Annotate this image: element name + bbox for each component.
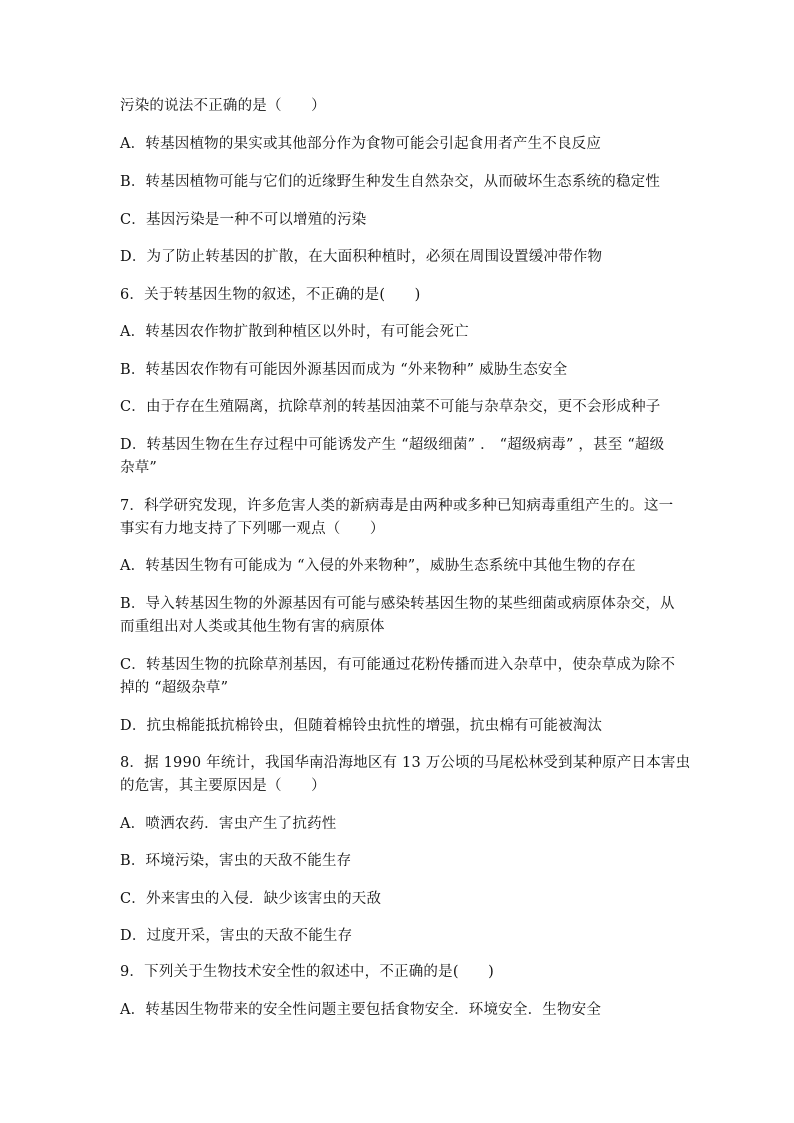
question-7-option-b: B．导入转基因生物的外源基因有可能与感染转基因生物的某些细菌或病原体杂交，从 <box>120 596 675 612</box>
question-8-option-b: B．环境污染，害虫的天敌不能生存 <box>120 853 352 869</box>
question-8-option-d: D．过度开采，害虫的天敌不能生存 <box>120 928 353 944</box>
question-5-stem-continuation: 污染的说法不正确的是（ ） <box>120 98 326 114</box>
question-6-stem: 6．关于转基因生物的叙述，不正确的是( ) <box>120 287 421 303</box>
question-7-option-b-continuation: 而重组出对人类或其他生物有害的病原体 <box>120 619 385 635</box>
question-9-stem: 9．下列关于生物技术安全性的叙述中，不正确的是( ) <box>120 964 494 980</box>
question-5-option-a: A．转基因植物的果实或其他部分作为食物可能会引起食用者产生不良反应 <box>120 136 602 152</box>
question-8-option-a: A．喷洒农药．害虫产生了抗药性 <box>120 816 337 832</box>
question-5-option-b: B．转基因植物可能与它们的近缘野生种发生自然杂交，从而破坏生态系统的稳定性 <box>120 174 661 190</box>
question-8-option-c: C．外来害虫的入侵．缺少该害虫的天敌 <box>120 891 382 907</box>
question-7-option-c-continuation: 掉的 “超级杂草” <box>120 680 229 696</box>
question-5-option-c: C．基因污染是一种不可以增殖的污染 <box>120 212 367 228</box>
question-9-option-a: A．转基因生物带来的安全性问题主要包括食物安全．环境安全．生物安全 <box>120 1002 602 1018</box>
question-6-option-b: B．转基因农作物有可能因外源基因而成为 “外来物种” 威胁生态安全 <box>120 362 568 378</box>
question-7-stem-continuation: 事实有力地支持了下列哪一观点（ ） <box>120 521 385 537</box>
question-8-stem: 8．据 1990 年统计，我国华南沿海地区有 13 万公顷的马尾松林受到某种原产日本害虫 <box>120 755 691 771</box>
question-6-option-c: C．由于存在生殖隔离，抗除草剂的转基因油菜不可能与杂草杂交，更不会形成种子 <box>120 399 661 415</box>
question-7-option-d: D．抗虫棉能抵抗棉铃虫，但随着棉铃虫抗性的增强，抗虫棉有可能被淘汰 <box>120 718 603 734</box>
question-5-option-d: D．为了防止转基因的扩散，在大面积种植时，必须在周围设置缓冲带作物 <box>120 249 603 265</box>
question-6-option-a: A．转基因农作物扩散到种植区以外时，有可能会死亡 <box>120 324 469 340</box>
question-7-option-a: A．转基因生物有可能成为 “入侵的外来物种”，威胁生态系统中其他生物的存在 <box>120 558 636 574</box>
question-7-stem: 7．科学研究发现，许多危害人类的新病毒是由两种或多种已知病毒重组产生的。这一 <box>120 498 674 514</box>
question-6-option-d: D．转基因生物在生存过程中可能诱发产生 “超级细菌” ． “超级病毒” ，甚至 “超级 <box>120 437 665 453</box>
question-8-stem-continuation: 的危害，其主要原因是（ ） <box>120 778 326 794</box>
question-7-option-c: C．转基因生物的抗除草剂基因，有可能通过花粉传播而进入杂草中，使杂草成为除不 <box>120 657 676 673</box>
question-6-option-d-continuation: 杂草” <box>120 460 158 476</box>
